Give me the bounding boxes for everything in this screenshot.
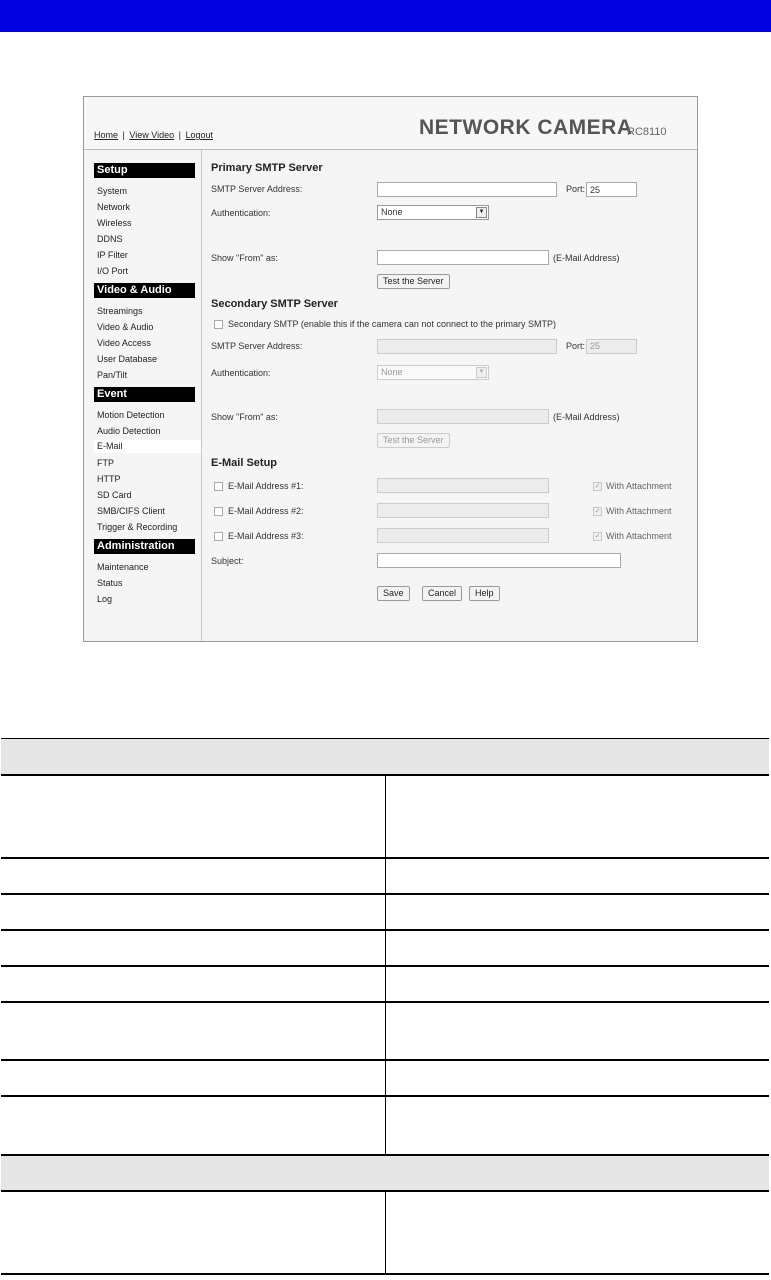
primary-from-input[interactable] (377, 250, 549, 265)
sidebar-section-setup: Setup (94, 163, 195, 178)
sidebar-item-motion-detection[interactable]: Motion Detection (97, 410, 165, 420)
email-1-attachment-label: With Attachment (606, 481, 672, 491)
brand-title: NETWORK CAMERA (419, 116, 633, 139)
sidebar-item-video-access[interactable]: Video Access (97, 338, 151, 348)
email-1-label: E-Mail Address #1: (228, 481, 304, 491)
sidebar (84, 150, 202, 641)
primary-port-input[interactable] (586, 182, 637, 197)
secondary-port-input[interactable]: 25 (586, 339, 637, 354)
sidebar-item-user-database[interactable]: User Database (97, 354, 158, 364)
chevron-down-icon: ▼ (476, 367, 487, 378)
secondary-auth-label: Authentication: (211, 368, 271, 378)
email-1-input[interactable] (377, 478, 549, 493)
email-1-attachment-checkbox[interactable]: ✓ (594, 483, 601, 490)
table-row (1, 930, 769, 966)
sidebar-item-email[interactable]: E-Mail (94, 440, 201, 453)
sidebar-item-ftp[interactable]: FTP (97, 458, 114, 468)
email-2-attachment-checkbox[interactable]: ✓ (594, 508, 601, 515)
subject-input[interactable] (377, 553, 621, 568)
primary-server-label: SMTP Server Address: (211, 184, 303, 194)
secondary-port-label: Port: (566, 341, 586, 351)
primary-smtp-title: Primary SMTP Server (211, 162, 323, 174)
page-header-bar (0, 0, 771, 32)
sidebar-item-network[interactable]: Network (97, 202, 131, 212)
secondary-from-hint: (E-Mail Address) (553, 412, 620, 422)
table-row (1, 1191, 769, 1274)
table-section-row (1, 739, 769, 775)
logout-link[interactable]: Logout (185, 130, 213, 140)
camera-header (84, 97, 697, 150)
table-section-row (1, 1155, 769, 1191)
email-3-attachment-checkbox[interactable]: ✓ (594, 533, 601, 540)
table-row (1, 894, 769, 930)
table-row (1, 1002, 769, 1060)
sidebar-item-status[interactable]: Status (97, 578, 123, 588)
description-table (1, 739, 769, 1275)
view-video-link[interactable]: View Video (129, 130, 175, 140)
secondary-auth-select[interactable] (377, 365, 489, 380)
help-button[interactable]: Help (469, 586, 500, 601)
sidebar-item-video-audio[interactable]: Video & Audio (97, 322, 154, 332)
sidebar-item-io-port[interactable]: I/O Port (97, 266, 129, 276)
email-3-checkbox[interactable] (214, 532, 223, 541)
subject-label: Subject: (211, 556, 244, 566)
table-row (1, 858, 769, 894)
table-row (1, 966, 769, 1002)
secondary-auth-value: None (381, 367, 403, 377)
cancel-button[interactable]: Cancel (422, 586, 462, 601)
email-2-input[interactable] (377, 503, 549, 518)
primary-from-hint: (E-Mail Address) (553, 253, 620, 263)
sidebar-item-trigger-recording[interactable]: Trigger & Recording (97, 522, 178, 532)
email-2-label: E-Mail Address #2: (228, 506, 304, 516)
sidebar-item-maintenance[interactable]: Maintenance (97, 562, 149, 572)
sidebar-section-event: Event (94, 387, 195, 402)
email-3-label: E-Mail Address #3: (228, 531, 304, 541)
sidebar-section-video-audio: Video & Audio (94, 283, 195, 298)
sidebar-item-ddns[interactable]: DDNS (97, 234, 123, 244)
sidebar-item-audio-detection[interactable]: Audio Detection (97, 426, 161, 436)
sidebar-item-wireless[interactable]: Wireless (97, 218, 132, 228)
primary-server-input[interactable] (377, 182, 557, 197)
sidebar-item-log[interactable]: Log (97, 594, 113, 604)
primary-auth-select[interactable] (377, 205, 489, 220)
secondary-smtp-title: Secondary SMTP Server (211, 298, 338, 310)
email-3-input[interactable] (377, 528, 549, 543)
email-1-checkbox[interactable] (214, 482, 223, 491)
email-settings-panel (202, 150, 697, 641)
home-link[interactable]: Home (94, 130, 119, 140)
primary-auth-value: None (381, 207, 403, 217)
email-2-attachment-label: With Attachment (606, 506, 672, 516)
email-setup-title: E-Mail Setup (211, 457, 278, 469)
camera-ui-screenshot (83, 96, 698, 642)
sidebar-section-administration: Administration (94, 539, 195, 554)
sidebar-item-http[interactable]: HTTP (97, 474, 121, 484)
secondary-server-input[interactable] (377, 339, 557, 354)
save-button[interactable]: Save (377, 586, 410, 601)
table-row (1, 775, 769, 858)
secondary-server-label: SMTP Server Address: (211, 341, 303, 351)
sidebar-item-ip-filter[interactable]: IP Filter (97, 250, 128, 260)
secondary-from-label: Show "From" as: (211, 412, 278, 422)
model-number: RC8110 (627, 126, 667, 138)
email-2-checkbox[interactable] (214, 507, 223, 516)
secondary-enable-label: Secondary SMTP (enable this if the camera can not connect to the primary SMTP) (228, 319, 556, 329)
sidebar-item-sd-card[interactable]: SD Card (97, 490, 132, 500)
secondary-from-input[interactable] (377, 409, 549, 424)
sidebar-item-system[interactable]: System (97, 186, 128, 196)
header-links (94, 130, 213, 140)
link-separator: | (178, 130, 181, 140)
email-3-attachment-label: With Attachment (606, 531, 672, 541)
primary-test-server-button[interactable]: Test the Server (377, 274, 450, 289)
sidebar-item-smb-cifs-client[interactable]: SMB/CIFS Client (97, 506, 166, 516)
primary-auth-label: Authentication: (211, 208, 271, 218)
table-row (1, 1060, 769, 1096)
table-row (1, 1096, 769, 1155)
sidebar-item-pan-tilt[interactable]: Pan/Tilt (97, 370, 128, 380)
secondary-enable-checkbox[interactable] (214, 320, 223, 329)
link-separator: | (122, 130, 125, 140)
secondary-test-server-button[interactable]: Test the Server (377, 433, 450, 448)
chevron-down-icon: ▼ (476, 207, 487, 218)
sidebar-item-streamings[interactable]: Streamings (97, 306, 143, 316)
primary-port-label: Port: (566, 184, 586, 194)
primary-from-label: Show "From" as: (211, 253, 278, 263)
